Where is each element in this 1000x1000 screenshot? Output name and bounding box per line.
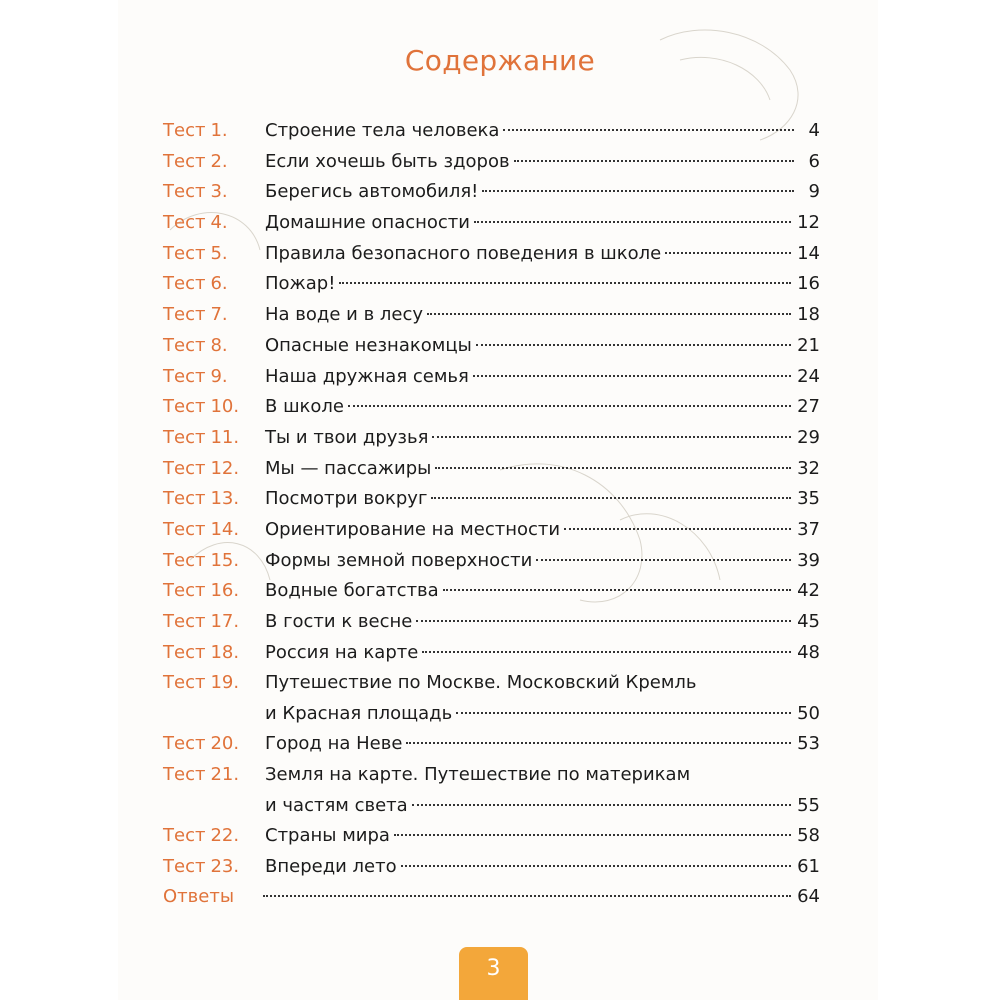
dot-leader (514, 160, 794, 162)
test-number: 13. (210, 488, 240, 510)
test-number-label (163, 269, 265, 300)
test-word: Тест (163, 273, 206, 295)
dot-leader (503, 129, 794, 131)
entry-title: Мы — пассажиры (265, 457, 432, 479)
test-number: 11. (210, 426, 240, 448)
entry-title: Наша дружная семья (265, 365, 469, 387)
test-word: Тест (163, 426, 206, 448)
dot-leader (435, 467, 791, 469)
page-number-tab: 3 (459, 947, 528, 1000)
toc-entry (163, 177, 820, 208)
test-number-label (163, 208, 265, 239)
test-word: Тест (163, 181, 206, 203)
entry-title: На воде и в лесу (265, 304, 424, 326)
dot-leader (431, 497, 791, 499)
test-number-label (163, 576, 265, 607)
entry-title: Если хочешь быть здоров (265, 150, 510, 172)
test-number: 23. (210, 855, 240, 877)
test-word: Тест (163, 580, 206, 602)
entry-title: Строение тела человека (265, 120, 500, 141)
test-number: 14. (210, 518, 240, 540)
test-word: Тест (163, 120, 206, 141)
toc-entry (163, 331, 820, 362)
entry-title: Страны мира (265, 825, 390, 847)
page-ref: 64 (797, 886, 820, 908)
page-ref: 32 (797, 457, 820, 479)
test-word: Тест (163, 242, 206, 264)
toc-entry (163, 300, 820, 331)
toc-entry (163, 423, 820, 454)
test-number: 3. (210, 181, 228, 203)
dot-leader (412, 804, 791, 806)
page-ref: 27 (797, 396, 820, 418)
test-number-label (163, 392, 265, 423)
test-number: 7. (210, 304, 228, 326)
test-number: 17. (210, 611, 240, 632)
test-word: Тест (163, 611, 206, 632)
test-number: 19. (210, 672, 240, 694)
dot-leader (665, 252, 791, 254)
entry-title: Ориентирование на местности (265, 518, 561, 540)
page-ref: 35 (797, 488, 820, 510)
test-number: 8. (210, 334, 228, 356)
dot-leader (536, 559, 791, 561)
toc-entry (163, 362, 820, 393)
toc-entry (163, 607, 820, 638)
test-word: Тест (163, 396, 206, 418)
test-number-label (163, 729, 265, 760)
test-number-label (163, 116, 265, 147)
dot-leader (482, 190, 794, 192)
table-of-contents (163, 116, 820, 913)
toc-entry (163, 515, 820, 546)
entry-title: Домашние опасности (265, 212, 470, 234)
toc-entry (163, 729, 820, 760)
page-ref: 61 (797, 855, 820, 877)
page-ref: 4 (808, 120, 820, 141)
entry-title-continued: и Красная площадь (265, 703, 453, 725)
entry-title: Россия на карте (265, 641, 419, 663)
entry-title: Формы земной поверхности (265, 549, 533, 571)
dot-leader (474, 221, 791, 223)
test-number: 1. (210, 120, 228, 141)
test-number: 6. (210, 273, 228, 295)
page-ref: 12 (797, 212, 820, 234)
test-number-label (163, 607, 265, 638)
dot-leader (401, 865, 791, 867)
test-number-label (163, 362, 265, 393)
test-number-label (163, 484, 265, 515)
page-title: Содержание (404, 44, 596, 77)
dot-leader (339, 282, 791, 284)
page-ref: 48 (797, 641, 820, 663)
test-number-label (163, 331, 265, 362)
test-number: 21. (210, 764, 240, 786)
entry-title: Посмотри вокруг (265, 488, 428, 510)
toc-entry (163, 821, 820, 852)
dot-leader (427, 313, 791, 315)
test-word: Тест (163, 334, 206, 356)
entry-title: Земля на карте. Путешествие по материкам (265, 764, 691, 786)
dot-leader (422, 651, 791, 653)
page-ref: 58 (797, 825, 820, 847)
toc-entry (163, 239, 820, 270)
toc-entry (163, 546, 820, 577)
test-number-label (163, 546, 265, 577)
test-number-label (163, 147, 265, 178)
test-number-label (163, 852, 265, 883)
test-word: Тест (163, 549, 206, 571)
dot-leader (473, 375, 791, 377)
entry-title-continued: и частям света (265, 794, 408, 816)
test-number: 22. (210, 825, 240, 847)
toc-entry-answers (163, 882, 820, 913)
entry-title: Впереди лето (265, 855, 397, 877)
toc-entry (163, 116, 820, 147)
page-ref: 45 (797, 611, 820, 632)
toc-entry (163, 576, 820, 607)
page-ref: 24 (797, 365, 820, 387)
dot-leader (394, 834, 791, 836)
dot-leader (348, 405, 791, 407)
dot-leader (432, 436, 791, 438)
test-word: Тест (163, 733, 206, 755)
entry-title: Опасные незнакомцы (265, 334, 472, 356)
page-ref: 42 (797, 580, 820, 602)
test-number: 10. (210, 396, 240, 418)
answers-label: Ответы (163, 886, 235, 908)
entry-title: Правила безопасного поведения в школе (265, 242, 662, 264)
test-number-label (163, 239, 265, 270)
page-ref: 21 (797, 334, 820, 356)
test-number: 18. (210, 641, 240, 663)
toc-entry (163, 484, 820, 515)
test-number: 4. (210, 212, 228, 234)
test-number: 12. (210, 457, 240, 479)
test-number: 15. (210, 549, 240, 571)
test-word: Тест (163, 764, 206, 786)
test-number-label (163, 515, 265, 546)
dot-leader (476, 344, 791, 346)
test-word: Тест (163, 855, 206, 877)
test-word: Тест (163, 457, 206, 479)
toc-entry (163, 852, 820, 883)
page-ref: 39 (797, 549, 820, 571)
toc-entry (163, 668, 820, 729)
test-number-label (163, 821, 265, 852)
dot-leader (416, 620, 791, 622)
dot-leader (456, 712, 791, 714)
entry-title: Путешествие по Москве. Московский Кремль (265, 672, 697, 694)
toc-entry (163, 638, 820, 669)
toc-entry (163, 760, 820, 821)
test-number-label (163, 638, 265, 669)
entry-title: В школе (265, 396, 345, 418)
test-number-label (163, 300, 265, 331)
test-word: Тест (163, 365, 206, 387)
entry-title: В гости к весне (265, 611, 413, 632)
test-word: Тест (163, 825, 206, 847)
page-ref: 53 (797, 733, 820, 755)
page-ref: 55 (797, 794, 820, 816)
dot-leader (263, 895, 791, 897)
test-word: Тест (163, 672, 206, 694)
page-ref: 16 (797, 273, 820, 295)
test-number-label (163, 423, 265, 454)
page-ref: 9 (808, 181, 820, 203)
test-number-label (163, 760, 265, 791)
entry-title: Ты и твои друзья (265, 426, 429, 448)
toc-entry (163, 208, 820, 239)
toc-entry (163, 147, 820, 178)
entry-title: Берегись автомобиля! (265, 181, 479, 203)
toc-entry (163, 454, 820, 485)
test-number-label (163, 454, 265, 485)
toc-entry (163, 392, 820, 423)
dot-leader (406, 742, 791, 744)
test-word: Тест (163, 518, 206, 540)
page-ref: 50 (797, 703, 820, 725)
dot-leader (443, 589, 791, 591)
test-number: 2. (210, 150, 228, 172)
test-number: 5. (210, 242, 228, 264)
test-number: 16. (210, 580, 240, 602)
toc-entry (163, 269, 820, 300)
test-word: Тест (163, 212, 206, 234)
test-word: Тест (163, 150, 206, 172)
entry-title: Город на Неве (265, 733, 403, 755)
test-word: Тест (163, 304, 206, 326)
page-ref: 18 (797, 304, 820, 326)
entry-title: Водные богатства (265, 580, 439, 602)
entry-title: Пожар! (265, 273, 336, 295)
test-number: 9. (210, 365, 228, 387)
test-number: 20. (210, 733, 240, 755)
test-number-label (163, 177, 265, 208)
test-word: Тест (163, 488, 206, 510)
test-word: Тест (163, 641, 206, 663)
test-number-label (163, 668, 265, 699)
dot-leader (564, 528, 791, 530)
page-ref: 6 (808, 150, 820, 172)
page-ref: 14 (797, 242, 820, 264)
page-ref: 37 (797, 518, 820, 540)
page-ref: 29 (797, 426, 820, 448)
